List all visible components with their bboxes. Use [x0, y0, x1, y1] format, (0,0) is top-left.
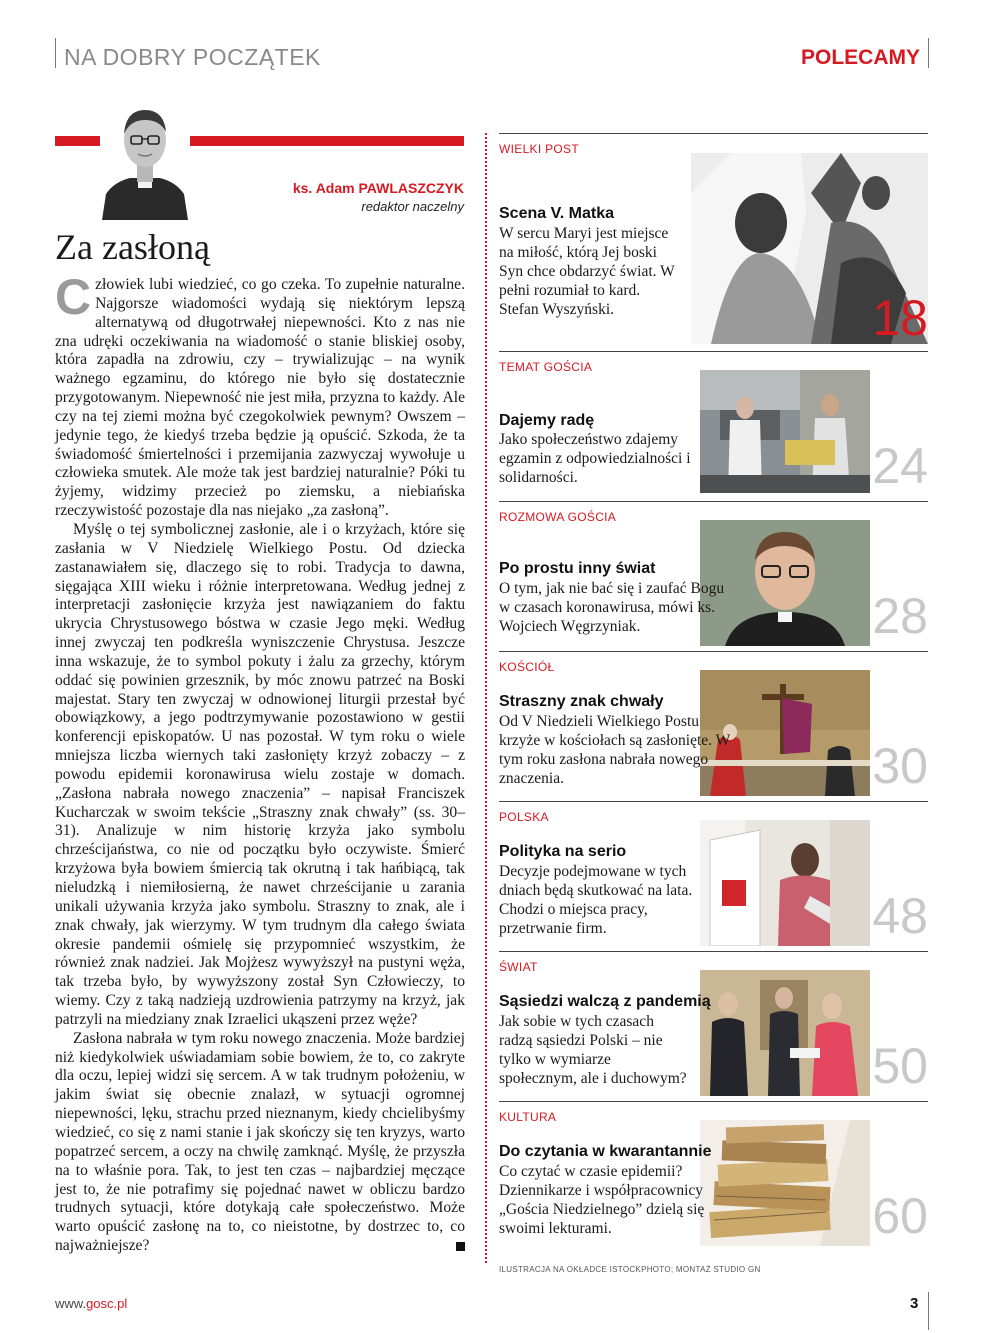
item-headline: Dajemy radę — [499, 412, 595, 429]
item-headline: Straszny znak chwały — [499, 693, 664, 710]
item-text: Jak sobie w tych czasach radzą sąsiedzi Polski – nie tylko w wymiarze społecznym, ale i duchowym? — [499, 1013, 687, 1087]
item-headline: Do czytania w kwarantannie — [499, 1143, 712, 1160]
item-text: Decyzje podejmowane w tych dniach będą skutkować na lata. Chodzi o miejsca pracy, przetrwanie firm. — [499, 863, 693, 937]
recommendation-item[interactable] — [499, 501, 928, 651]
header-divider — [55, 38, 56, 68]
item-category: POLSKA — [499, 810, 549, 824]
section-title: NA DOBRY POCZĄTEK — [64, 44, 321, 70]
header-divider — [928, 38, 929, 68]
page-number: 50 — [872, 1038, 928, 1094]
website-link[interactable]: www.gosc.pl — [55, 1296, 128, 1311]
page-number-footer: 3 — [910, 1295, 919, 1312]
item-category: WIELKI POST — [499, 142, 579, 156]
item-rule — [499, 501, 928, 502]
item-photo — [700, 370, 870, 493]
item-text: Co czytać w czasie epidemii? Dziennikarze i współpracownicy „Gościa Niedzielnego” dzielą się swoimi lekturami. — [499, 1163, 705, 1237]
column-separator — [485, 133, 487, 1263]
page-number: 48 — [872, 888, 928, 944]
recommendation-item[interactable] — [499, 801, 928, 951]
page-number: 18 — [872, 290, 928, 346]
item-rule — [499, 351, 928, 352]
item-photo — [700, 820, 870, 946]
author-portrait — [100, 96, 190, 220]
item-headline: Scena V. Matka — [499, 205, 615, 222]
cover-credit: ILUSTRACJA NA OKŁADCE ISTOCKPHOTO; MONTAŻ STUDIO GN — [499, 1265, 761, 1274]
item-headline: Polityka na serio — [499, 843, 627, 860]
item-rule — [499, 1101, 928, 1102]
item-headline: Po prostu inny świat — [499, 560, 656, 577]
page-number: 60 — [872, 1188, 928, 1244]
item-photo — [700, 970, 870, 1096]
recommendation-item[interactable] — [499, 951, 928, 1101]
item-text: Jako społeczeństwo zdajemy egzamin z odpowiedzialności i solidarności. — [499, 431, 691, 486]
recommendation-item[interactable] — [499, 651, 928, 801]
page-number: 24 — [872, 438, 928, 494]
recommendation-item[interactable] — [499, 351, 928, 501]
editorial-paragraph: Człowiek lubi wiedzieć, co go czeka. To zupełnie naturalne. Najgorsze wiadomości wydają się niektórym lepszą alternatywą od długotrwałej niepewności. Kto z nas nie zna udręki oczekiwania na wiadomość o stanie bliskiej osoby, która zapadła na zdrowiu, czy – trywializując – na wynik ważnego egzaminu, do którego nie było się dostatecznie przygotowanym. Niepewność nie jest miła, przyzna to każdy. Ale czy na tej ziemi można być czegokolwiek pewnym? Owszem – jedynie tego, że kiedyś trzeba będzie ją opuścić. Szkoda, że ta świadomość śmiertelności i przemijania zazwyczaj wywołuje u człowieka smutek. Ale może tak jest bardziej naturalnie? Póki tu żyjemy, widzimy przecież po ziemsku, a niebiańska rzeczywistość pozostaje dla nas niejako „za zasłoną”. — [55, 269, 465, 520]
author-role: redaktor naczelny — [361, 199, 464, 214]
page-number: 28 — [872, 588, 928, 644]
item-category: ŚWIAT — [499, 960, 538, 974]
recommend-label: POLECAMY — [800, 46, 920, 69]
item-category: KOŚCIÓŁ — [499, 660, 555, 674]
editorial-paragraph: Myślę o tej symbolicznej zasłonie, ale i o krzyżach, które się zasłania w V Niedzielę Wielkiego Postu. Od dziecka zastanawiałem się, dlaczego się to robi. Tradycja to dawna, sięgająca XIII wieku i różnie interpretowana. Według jednej z interpretacji zasłonięcie krzyża jest nawiązaniem do faktu ukrycia Chrystusowego bóstwa w czasie Jego męki. Według innej zwyczaj ten podkreśla wyniszczenie Chrystusa. Jeszcze inna wskazuje, że to symbol pokuty i żalu za grzechy, którym oddać się powinien grzesznik, by móc znowu patrzeć na Boski majestat. Stary ten zwyczaj w odnowionej liturgii przestał być obowiązkowy, a jego podtrzymywanie pozostawiono w gestii konferencji episkopatów. U nas pozostał. W tym roku o wiele mniejsza liczba wiernych taki zasłonięty krzyż zobaczy – z powodu epidemii koronawirusa wielu zostaje w domach. „Zasłona nabrała nowego znaczenia” – napisał Franciszek Kucharczak w swoim tekście „Straszny znak chwały” (ss. 30–31). Analizuje w nim historię krzyża jako symbolu chrześcijaństwa, co nie od początku było oczywiste. Śmierć krzyżowa była bowiem śmiercią tak okrutną i tak hańbiącą, tak nieludzką i niemiłosierną, że nawet chrześcijanie u zarania unikali używania krzyża jako symbolu. Straszny to znak, ale i znak chwały, jak wierzymy. W tym trudnym dla całego świata okresie pandemii ośmielę się przypomnieć wszystkim, że również znak nadziei. Jak Mojżesz wywyższył na pustyni węża, tak trzeba było, by wywyższony został Syn Człowieczy, to wiemy. Czy z taką nadzieją uzdrowienia patrzymy na krzyż, jak patrzyli na miedziany znak Izraelici ukąszeni przez węże? — [55, 520, 465, 1028]
item-text: O tym, jak nie bać się i zaufać Bogu w czasach koronawirusa, mówi ks. Wojciech Węgrzyniak. — [499, 580, 725, 635]
editorial-title: Za zasłoną — [55, 227, 210, 267]
end-mark — [456, 1242, 465, 1251]
dropcap: C — [55, 269, 92, 325]
item-headline: Sąsiedzi walczą z pandemią — [499, 993, 711, 1010]
item-rule — [499, 133, 928, 134]
page-number: 30 — [872, 738, 928, 794]
footer-divider — [928, 1292, 929, 1330]
editorial-paragraph: Zasłona nabrała w tym roku nowego znaczenia. Może bardziej niż kiedykolwiek uświadamiam sobie bowiem, że to, co zakryte dla oczu, lepiej widzi się sercem. A w tak trudnym położeniu, w jakim świat się obecnie znalazł, w sytuacji ogromnej niepewności, lęku, strachu przed nieznanym, kiedy chcielibyśmy wiedzieć, co się z nami stanie i jak skończy się ten kryzys, warto popatrzeć sercem, a oczy na chwilę zamknąć. Myślę, że przyszła na to właśnie pora. Tak, to jest ten czas – najbardziej męczące jest to, że nie potrafimy się pojednać nawet w obliczu bardzo trudnych sytuacji, które dotykają całe społeczeństwo. Może warto opuścić zasłonę na to, co nieistotne, by dostrzec to, co najważniejsze? — [55, 1029, 465, 1255]
item-text: Od V Niedzieli Wielkiego Postu krzyże w kościołach są zasłonięte. W tym roku zasłona nabrała nowego znaczenia. — [499, 713, 730, 787]
item-rule — [499, 951, 928, 952]
item-category: KULTURA — [499, 1110, 557, 1124]
item-rule — [499, 651, 928, 652]
recommendation-item[interactable] — [499, 1101, 928, 1251]
recommendation-item[interactable] — [499, 133, 928, 351]
editorial-body — [55, 269, 465, 1256]
author-name: ks. Adam PAWLASZCZYK — [292, 180, 464, 196]
item-category: TEMAT GOŚCIA — [499, 360, 593, 374]
item-rule — [499, 801, 928, 802]
item-text: W sercu Maryi jest miejsce na miłość, którą Jej boski Syn chce obdarzyć świat. W pełni rozumiał to kard. Stefan Wyszyński. — [499, 225, 675, 318]
item-category: ROZMOWA GOŚCIA — [499, 510, 617, 524]
